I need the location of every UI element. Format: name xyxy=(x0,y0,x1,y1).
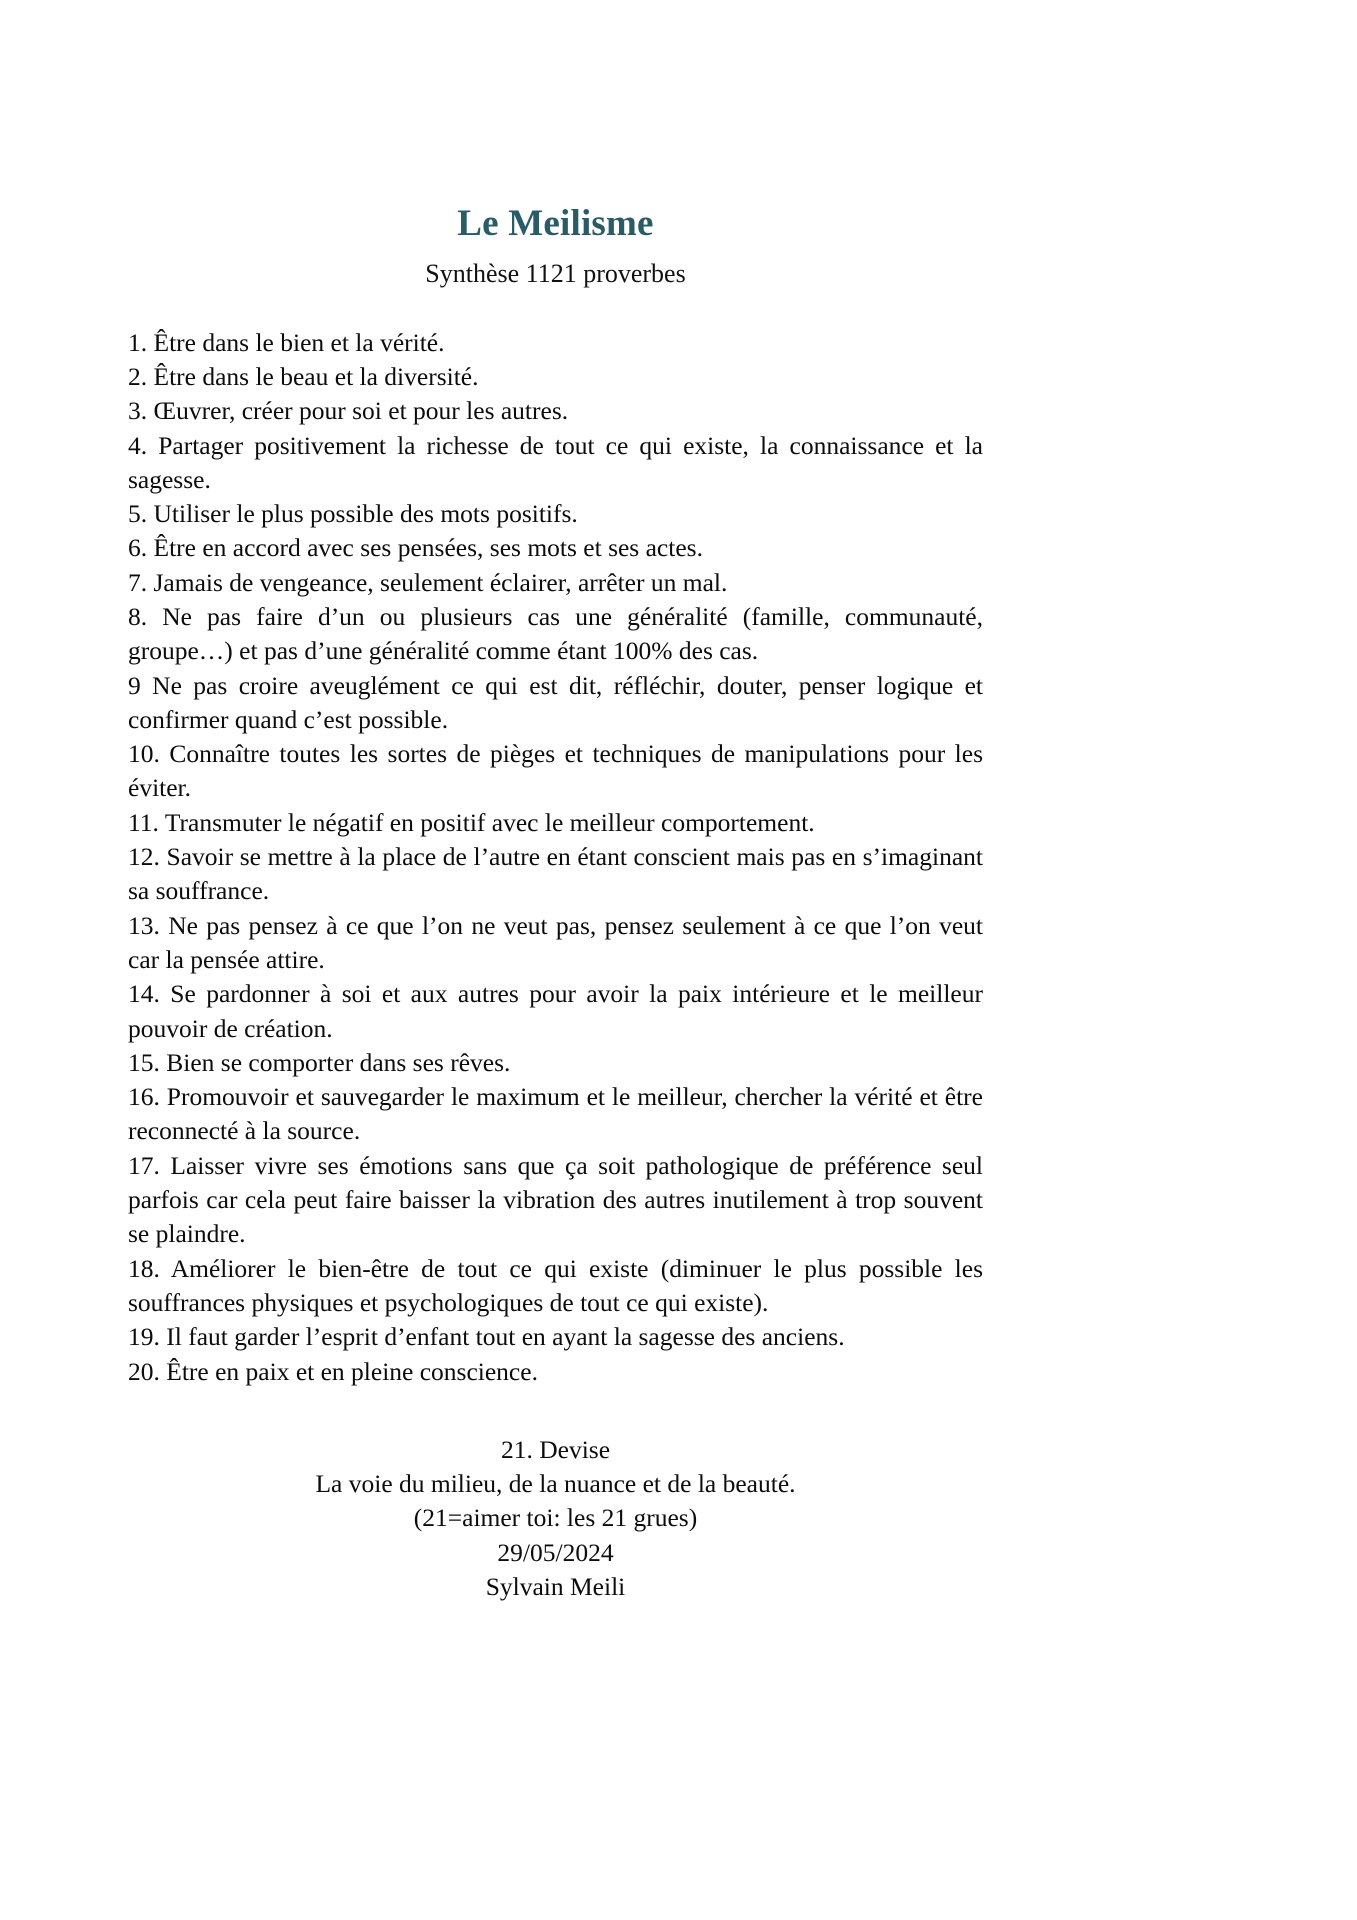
principle-item: 6. Être en accord avec ses pensées, ses mots et ses actes. xyxy=(128,533,703,563)
document-date: 29/05/2024 xyxy=(497,1537,614,1567)
principle-item: 18. Améliorer le bien-être de tout ce qui existe (diminuer le plus possible les souffrances physiques et psychologiques de tout ce qui existe). xyxy=(128,1253,983,1317)
principle-item: 20. Être en paix et en pleine conscience. xyxy=(128,1356,538,1386)
principles-list xyxy=(128,290,983,1389)
principle-item: 16. Promouvoir et sauvegarder le maximum et le meilleur, chercher la vérité et être reconnecté à la source. xyxy=(128,1082,983,1146)
principle-item: 3. Œuvrer, créer pour soi et pour les autres. xyxy=(128,396,569,426)
principle-item: 1. Être dans le bien et la vérité. xyxy=(128,327,445,357)
principle-item: 12. Savoir se mettre à la place de l’autre en étant conscient mais pas en s’imaginant sa souffrance. xyxy=(128,842,983,906)
principle-item: 5. Utiliser le plus possible des mots positifs. xyxy=(128,499,578,529)
principle-item: 2. Être dans le beau et la diversité. xyxy=(128,361,479,391)
principle-item: 15. Bien se comporter dans ses rêves. xyxy=(128,1047,511,1077)
principle-item: 7. Jamais de vengeance, seulement éclairer, arrêter un mal. xyxy=(128,567,728,597)
document-author: Sylvain Meili xyxy=(485,1572,626,1602)
principle-item: 8. Ne pas faire d’un ou plusieurs cas une généralité (famille, communauté, groupe…) et pas d’une généralité comme étant 100% des cas. xyxy=(128,602,983,666)
principle-item: 19. Il faut garder l’esprit d’enfant tout en ayant la sagesse des anciens. xyxy=(128,1322,845,1352)
devise-note: (21=aimer toi: les 21 grues) xyxy=(413,1503,698,1533)
closing-block xyxy=(128,1389,983,1604)
page-title: Le Meilisme xyxy=(457,203,654,244)
document-content xyxy=(128,0,983,1604)
principle-item: 14. Se pardonner à soi et aux autres pour avoir la paix intérieure et le meilleur pouvoir de création. xyxy=(128,979,983,1043)
devise-heading: 21. Devise xyxy=(500,1434,611,1464)
principle-item: 9 Ne pas croire aveuglément ce qui est dit, réfléchir, douter, penser logique et confirmer quand c’est possible. xyxy=(128,670,983,734)
page-subtitle: Synthèse 1121 proverbes xyxy=(425,259,686,289)
principle-item: 17. Laisser vivre ses émotions sans que ça soit pathologique de préférence seul parfois car cela peut faire baisser la vibration des autres inutilement à trop souvent se plaindre. xyxy=(128,1150,983,1249)
devise-text: La voie du milieu, de la nuance et de la beauté. xyxy=(315,1469,796,1499)
principle-item: 4. Partager positivement la richesse de tout ce qui existe, la connaissance et la sagesse. xyxy=(128,430,983,494)
principle-item: 11. Transmuter le négatif en positif avec le meilleur comportement. xyxy=(128,807,815,837)
principle-item: 13. Ne pas pensez à ce que l’on ne veut pas, pensez seulement à ce que l’on veut car la pensée attire. xyxy=(128,910,983,974)
principle-item: 10. Connaître toutes les sortes de pièges et techniques de manipulations pour les éviter. xyxy=(128,739,983,803)
